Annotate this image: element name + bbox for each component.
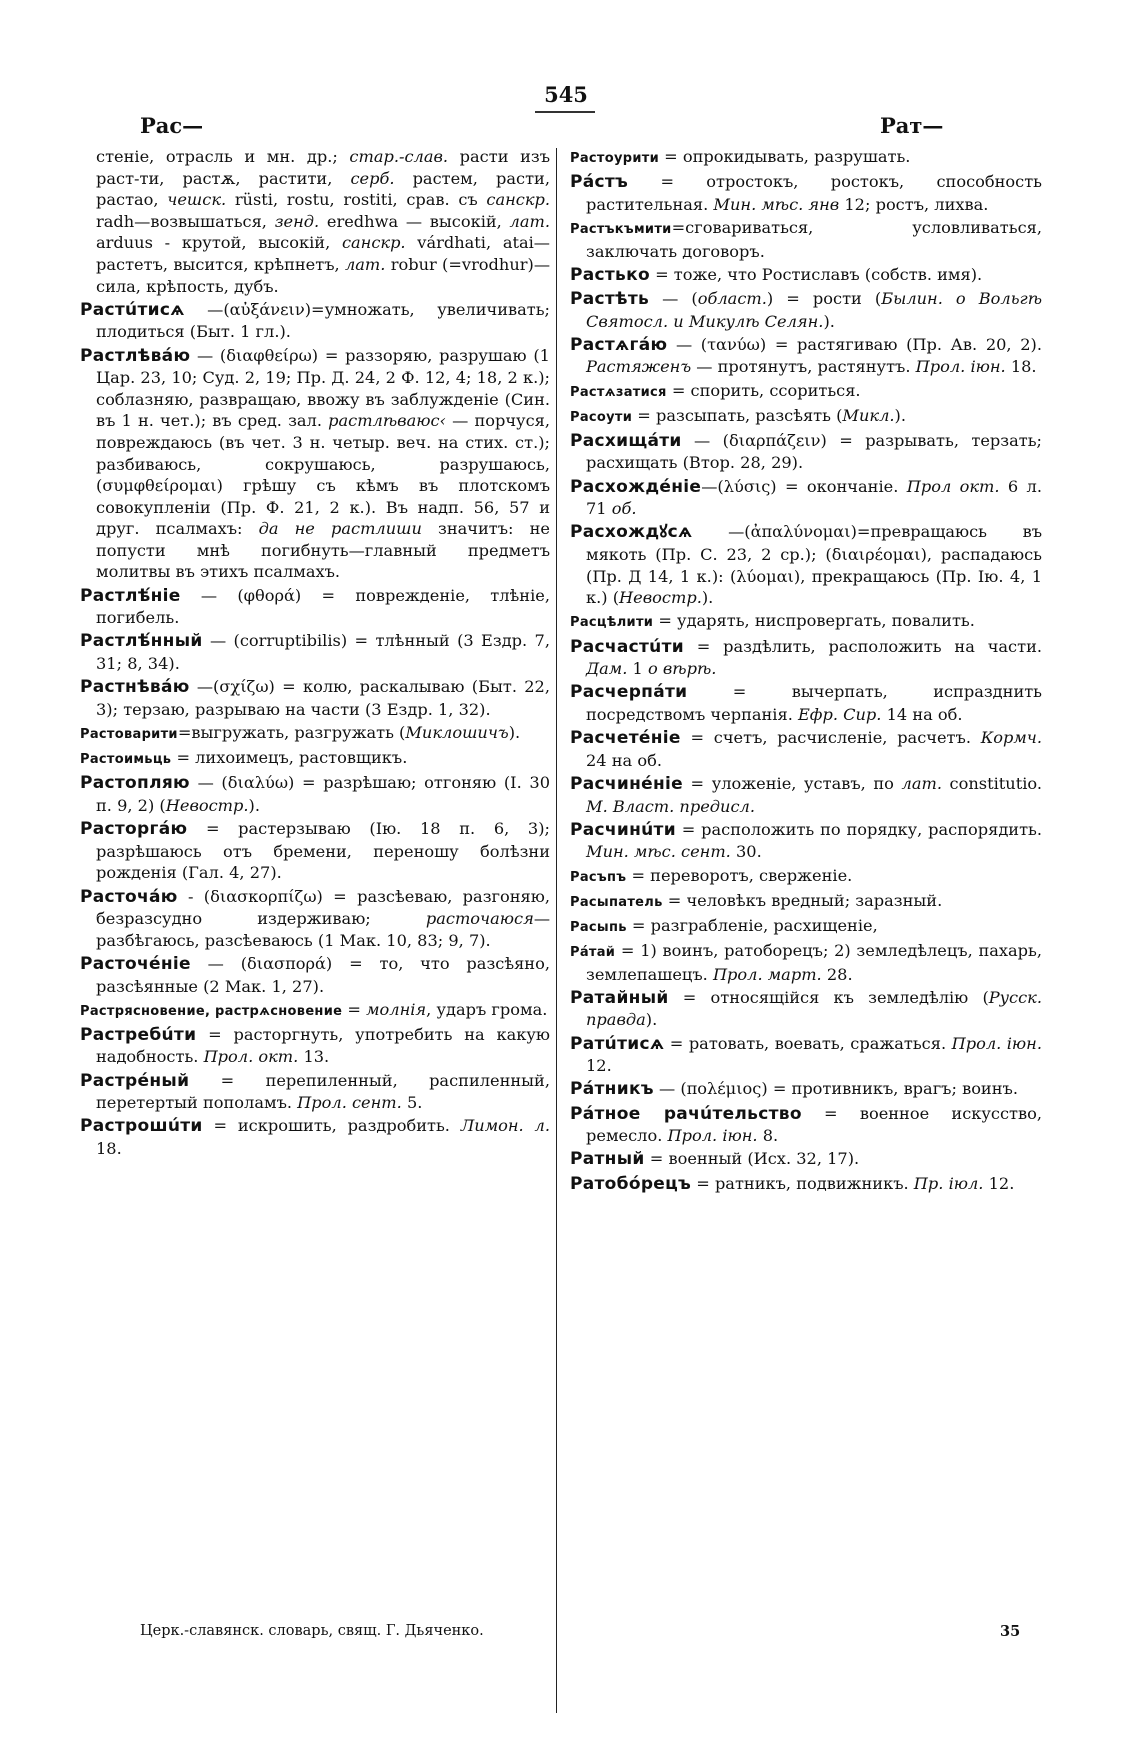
headword: Рáтное рачúтельство bbox=[570, 1103, 802, 1124]
italic-reference: растлѣваюс‹ bbox=[328, 411, 447, 431]
dictionary-entry bbox=[80, 630, 550, 674]
italic-reference: серб. bbox=[350, 168, 395, 188]
dictionary-entry bbox=[80, 747, 550, 771]
definition-text: arduus - крутой, высокiй, bbox=[96, 233, 342, 253]
definition-text: = ратникъ, подвижникъ. bbox=[691, 1173, 914, 1193]
dictionary-entry bbox=[80, 676, 550, 720]
headword: Рáтникъ bbox=[570, 1079, 654, 1100]
headword: Расоути bbox=[570, 409, 633, 425]
headword: Расхищáти bbox=[570, 430, 682, 451]
dictionary-entry bbox=[570, 915, 1042, 939]
italic-reference: лат. bbox=[344, 254, 386, 274]
italic-reference: Лимон. л. bbox=[460, 1116, 551, 1136]
definition-text: ). bbox=[248, 795, 261, 815]
dictionary-entry bbox=[570, 890, 1042, 914]
dictionary-entry bbox=[570, 610, 1042, 634]
definition-text: = расположить по порядку, распорядить. bbox=[675, 819, 1042, 839]
italic-reference: Мин. мѣс. янв bbox=[713, 194, 840, 214]
definition-text: ). bbox=[645, 1010, 658, 1030]
dictionary-entry bbox=[80, 585, 550, 629]
italic-reference: чешск. bbox=[167, 190, 227, 210]
definition-text: 24 на об. bbox=[586, 750, 662, 770]
headword: Расчинéнiе bbox=[570, 773, 683, 794]
dictionary-entry bbox=[80, 1024, 550, 1068]
headword: Растѧзатися bbox=[570, 384, 667, 400]
italic-reference: о вѣрѣ. bbox=[647, 659, 717, 679]
headword: Растопляю bbox=[80, 773, 190, 794]
definition-text: =сговариваться, условливаться, заключать договоръ. bbox=[586, 217, 1042, 261]
definition-text: ). bbox=[508, 723, 521, 742]
italic-reference: Микл. bbox=[842, 405, 895, 425]
italic-reference: стар.-слав. bbox=[349, 147, 449, 166]
definition-text: constitutio. bbox=[941, 773, 1043, 793]
running-head-left: Рас— bbox=[140, 113, 204, 138]
definition-text: = уложенiе, уставъ, по bbox=[682, 773, 902, 793]
definition-text: — (διασπορά) = то, что разсѣяно, разсѣянные (2 Мак. 1, 27). bbox=[96, 953, 550, 996]
definition-text: 30. bbox=[730, 842, 762, 862]
italic-reference: Невостр. bbox=[619, 588, 702, 608]
dictionary-entry bbox=[80, 999, 550, 1023]
footer-imprint: Церк.-славянск. словарь, свящ. Г. Дьяченко. bbox=[140, 1623, 484, 1639]
definition-text: =выгружать, разгружать ( bbox=[177, 723, 406, 742]
headword: Ратúтисѧ bbox=[570, 1033, 665, 1054]
italic-reference: Мин. мѣс. сент. bbox=[586, 842, 731, 862]
headword: Расъпъ bbox=[570, 869, 627, 885]
dictionary-entry bbox=[570, 1148, 1042, 1171]
definition-text: - (διασκορπίζω) = разсѣеваю, разгоняю, безразсудно издерживаю; bbox=[96, 886, 550, 929]
headword: Растѧгáю bbox=[570, 334, 668, 355]
headword: Рáстъ bbox=[570, 172, 629, 193]
dictionary-entry bbox=[570, 865, 1042, 889]
italic-reference: Невостр. bbox=[165, 795, 249, 815]
dictionary-entry bbox=[570, 727, 1042, 771]
italic-reference: Пр. iюл. bbox=[913, 1173, 984, 1193]
definition-text: = разсыпать, разсѣять ( bbox=[632, 405, 843, 425]
definition-text: ). bbox=[823, 311, 835, 331]
italic-reference: Прол. сент. bbox=[297, 1093, 402, 1113]
dictionary-entry bbox=[570, 521, 1042, 608]
definition-text: radh—возвышаться, bbox=[96, 211, 275, 231]
running-head-right: Рат— bbox=[880, 113, 944, 138]
definition-text: 1 bbox=[627, 659, 648, 679]
definition-text: — порчуся, повреждаюсь (въ чет. 3 н. четыр. веч. на стих. ст.); разбиваюсь, сокрушаюсь, разрушаюсь, (συμφθείρομαι) грѣшу съ кѣмъ въ плотскомъ совокупленiи (Пр. Ф. 21, 2 к.). Въ надп. 56, 57 и друг. псалмахъ: bbox=[96, 411, 550, 539]
headword: Расхождꙋсѧ bbox=[570, 522, 693, 543]
definition-text: — (πολέμιος) = противникъ, врагъ; воинъ. bbox=[653, 1079, 1018, 1099]
definition-text: 13. bbox=[298, 1047, 330, 1067]
definition-text: = искрошить, раздробить. bbox=[202, 1116, 461, 1136]
headword: Растребúти bbox=[80, 1024, 197, 1045]
definition-text: расти изъ раст-ти, растѫ, растити, bbox=[96, 147, 551, 188]
definition-text: = опрокидывать, разрушать. bbox=[659, 147, 911, 166]
dictionary-entry bbox=[80, 953, 550, 997]
dictionary-entry bbox=[570, 476, 1042, 520]
headword: Расцѣлити bbox=[570, 615, 654, 631]
italic-reference: санскр. bbox=[341, 233, 406, 253]
definition-text: 18. bbox=[1005, 357, 1037, 377]
definition-text: стенiе, отрасль и мн. др.; bbox=[96, 147, 350, 166]
definition-text: ). bbox=[701, 588, 714, 608]
definition-text: 12. bbox=[586, 1056, 612, 1076]
definition-text: — (φθορά) = поврежденiе, тлѣнiе, погибель. bbox=[96, 585, 550, 628]
definition-text: ). bbox=[894, 405, 907, 425]
dictionary-entry bbox=[80, 146, 550, 297]
headword: Растúтисѧ bbox=[80, 299, 185, 320]
definition-text: — ( bbox=[649, 288, 698, 308]
italic-reference: Былин. о Вольгѣ Святосл. и Микулѣ Селян. bbox=[586, 288, 1042, 331]
headword: Растоварити bbox=[80, 727, 178, 742]
dictionary-entry bbox=[570, 288, 1042, 332]
definition-text: — (τανύω) = растягиваю (Пр. Ав. 20, 2). bbox=[667, 334, 1042, 354]
definition-text: 18. bbox=[96, 1139, 122, 1159]
italic-reference: Миклошичъ bbox=[405, 723, 509, 742]
page-number: 545 bbox=[544, 82, 588, 107]
definition-text: —(ἀπαλύνομαι)=превращаюсь въ мякоть (Пр. С. 23, 2 ср.); (διαιρέομαι), распадаюсь (Пр. Д 14, 1 к.): (λύομαι), прекращаюсь (Пр. Iю. 4, 1 к.) ( bbox=[586, 522, 1042, 608]
definition-text: — (διαλύω) = разрѣшаю; отгоняю (I. 30 п. 9, 2) ( bbox=[96, 773, 550, 815]
dictionary-entry bbox=[570, 380, 1042, 404]
italic-reference: Прол. iюн. bbox=[951, 1033, 1042, 1053]
dictionary-entry bbox=[80, 1070, 550, 1114]
headword: Расточа́ю bbox=[80, 886, 178, 907]
headword: Расточéнiе bbox=[80, 953, 191, 974]
italic-reference: Русск. правда bbox=[586, 987, 1042, 1030]
italic-reference: Ефр. Сир. bbox=[797, 704, 882, 724]
headword: Ратобóрецъ bbox=[570, 1173, 692, 1194]
dictionary-entry bbox=[570, 636, 1042, 680]
dictionary-entry bbox=[570, 171, 1042, 215]
headword: Растрéный bbox=[80, 1070, 190, 1091]
definition-text: 12; ростъ, лихва. bbox=[839, 194, 989, 214]
headword: Ратный bbox=[570, 1149, 645, 1170]
definition-text: значитъ: не попусти мнѣ погибнуть—главный предметъ молитвы въ этихъ псалмахъ. bbox=[96, 519, 550, 582]
headword: Рáтай bbox=[570, 945, 616, 961]
headword: Расчинúти bbox=[570, 819, 676, 840]
dictionary-entry bbox=[570, 217, 1042, 262]
definition-text: растем, расти, растао, bbox=[96, 168, 550, 210]
headword: Растрошúти bbox=[80, 1116, 203, 1137]
definition-text: —(αὐξάνειν)=умножать, увеличивать; плодиться (Быт. 1 гл.). bbox=[96, 299, 550, 342]
definition-text: 12. bbox=[983, 1173, 1015, 1193]
headword: Растъкъмити bbox=[570, 221, 672, 237]
dictionary-entry bbox=[570, 1173, 1042, 1196]
italic-reference: Прол окт. bbox=[906, 476, 1000, 496]
italic-reference: лат. bbox=[509, 211, 550, 231]
italic-reference: Растяженъ bbox=[586, 357, 692, 377]
definition-text: = спорить, ссориться. bbox=[666, 380, 861, 400]
headword: Растоpгáю bbox=[80, 819, 188, 840]
page-number-rule bbox=[535, 111, 595, 113]
dictionary-entry bbox=[80, 299, 550, 343]
dictionary-entry bbox=[570, 940, 1042, 985]
dictionary-entry bbox=[570, 405, 1042, 429]
headword: Растоимьць bbox=[80, 752, 172, 768]
signature-mark: 35 bbox=[1000, 1623, 1021, 1640]
definition-text: — (διαφθείρω) = раззоряю, разрушаю (1 Цар. 23, 10; Суд. 2, 19; Пр. Д. 24, 2 Ф. 12, 4; 18, 2 к.); соблазняю, развращаю, ввожу въ заблужденiе (Син. въ 1 н. чет.); въ сред. зал. bbox=[96, 345, 550, 431]
italic-reference: да не растлиши bbox=[258, 519, 422, 539]
headword: Растоурити bbox=[570, 151, 660, 166]
definition-text: 8. bbox=[757, 1126, 779, 1146]
italic-reference: лат. bbox=[901, 773, 942, 793]
definition-text: = растерзываю (Iю. 18 п. 6, 3); разрѣшаюсь отъ бремени, переношу болѣзни рожденiя (Гал. 4, 27). bbox=[96, 819, 550, 883]
definition-text: = 1) воинъ, ратоборецъ; 2) земледѣлецъ, пахарь, землепашецъ. bbox=[586, 941, 1042, 984]
definition-text: 5. bbox=[401, 1093, 423, 1113]
headword: Растько bbox=[570, 264, 650, 285]
dictionary-entry bbox=[80, 1115, 550, 1159]
italic-reference: зенд. bbox=[274, 211, 320, 231]
headword: Растнѣвáю bbox=[80, 677, 190, 698]
headword: Растлѣ́нiе bbox=[80, 585, 181, 606]
dictionary-entry bbox=[570, 773, 1042, 817]
definition-text: = относящiйся къ земледѣлiю ( bbox=[668, 987, 989, 1007]
definition-text: 28. bbox=[821, 964, 853, 984]
italic-reference: М. Власт. предисл. bbox=[586, 796, 755, 816]
dictionary-entry bbox=[570, 819, 1042, 863]
headword: Расчерпáти bbox=[570, 682, 688, 703]
definition-text: = перепиленный, распиленный, перетертый пополамъ. bbox=[96, 1070, 550, 1113]
definition-text: = разграбленiе, расхищенiе, bbox=[626, 915, 878, 935]
definition-text: = счетъ, расчисленiе, расчетъ. bbox=[680, 728, 981, 748]
dictionary-entry bbox=[80, 772, 550, 816]
italic-reference: Прол. март. bbox=[712, 964, 822, 984]
definition-text: = человѣкъ вредный; заразный. bbox=[662, 890, 943, 910]
definition-text: = раздѣлить, расположить на части. bbox=[683, 636, 1042, 656]
definition-text: — (διαρπάζειν) = разрывать, терзать; расхищать (Втор. 28, 29). bbox=[586, 430, 1042, 473]
dictionary-entry bbox=[570, 1033, 1042, 1077]
italic-reference: расточаюся bbox=[425, 909, 534, 929]
column-divider bbox=[556, 148, 557, 1713]
headword: Расыпатель bbox=[570, 894, 663, 910]
dictionary-entry bbox=[570, 1103, 1042, 1147]
headword: Расчастúти bbox=[570, 636, 684, 657]
italic-reference: област. bbox=[697, 288, 767, 308]
italic-reference: Прол. iюн. bbox=[915, 357, 1006, 377]
definition-text: = лихоимецъ, растовщикъ. bbox=[171, 748, 408, 768]
definition-text: —(σχίζω) = колю, раскалываю (Быт. 22, 3); терзаю, разрываю на части (3 Ездр. 1, 32). bbox=[96, 677, 550, 719]
headword: Растрясновение, растрѧсновение bbox=[80, 1003, 343, 1019]
definition-text: = отростокъ, ростокъ, способность растительная. bbox=[586, 172, 1042, 214]
headword: Растлѣвáю bbox=[80, 345, 191, 366]
definition-text: — (corruptibilis) = тлѣнный (3 Ездр. 7, 31; 8, 34). bbox=[96, 631, 550, 674]
italic-reference: Прол. окт. bbox=[203, 1047, 299, 1067]
definition-text: várdhati, atai—растетъ, высится, крѣпнетъ, bbox=[96, 233, 550, 274]
italic-reference: Кормч. bbox=[980, 728, 1042, 748]
definition-text: = военный (Исх. 32, 17). bbox=[644, 1149, 860, 1169]
definition-text: ) = рости ( bbox=[766, 288, 882, 308]
headword: Растлѣ́нный bbox=[80, 631, 203, 652]
italic-reference: Дам. bbox=[586, 659, 628, 679]
definition-text: rüsti, rostu, rostiti, срав. съ bbox=[226, 190, 487, 210]
headword: Расчетéнiе bbox=[570, 728, 681, 749]
headword: Расхождéнiе bbox=[570, 476, 702, 497]
dictionary-entry bbox=[570, 681, 1042, 725]
dictionary-entry bbox=[570, 430, 1042, 474]
definition-text: = вычерпать, испразднить посредствомъ черпанiя. bbox=[586, 682, 1042, 724]
definition-text: = военное искусство, ремесло. bbox=[586, 1103, 1042, 1146]
definition-text: , ударъ грома. bbox=[426, 999, 548, 1019]
definition-text: = переворотъ, сверженiе. bbox=[626, 865, 853, 885]
definition-text: — протянутъ, растянутъ. bbox=[691, 357, 916, 377]
dictionary-entry bbox=[570, 146, 1042, 170]
headword: Растѣть bbox=[570, 288, 650, 309]
definition-text: 6 л. 71 bbox=[586, 476, 1042, 519]
dictionary-entry bbox=[570, 987, 1042, 1031]
definition-text: 14 на об. bbox=[881, 704, 963, 724]
definition-text: = ратовать, воевать, сражаться. bbox=[664, 1033, 952, 1053]
definition-text: = ударять, ниспровергать, повалить. bbox=[653, 611, 975, 631]
left-column bbox=[80, 146, 550, 1161]
definition-text: = bbox=[342, 999, 367, 1019]
headword: Ратайный bbox=[570, 987, 669, 1008]
dictionary-entry bbox=[80, 818, 550, 884]
italic-reference: санскр. bbox=[486, 190, 550, 210]
dictionary-entry bbox=[80, 345, 550, 584]
definition-text: —разбѣгаюсь, разсѣеваюсь (1 Мак. 10, 83; 9, 7). bbox=[96, 909, 550, 950]
definition-text: eredhwa — высокiй, bbox=[319, 211, 510, 231]
italic-reference: Прол. iюн. bbox=[667, 1126, 758, 1146]
dictionary-entry bbox=[570, 264, 1042, 287]
definition-text: = тоже, что Ростиславъ (собств. имя). bbox=[649, 264, 983, 284]
dictionary-entry bbox=[570, 1078, 1042, 1101]
right-column bbox=[570, 146, 1042, 1197]
italic-reference: молнiя bbox=[366, 999, 427, 1019]
dictionary-entry bbox=[80, 722, 550, 746]
definition-text: —(λύσις) = окончанiе. bbox=[701, 476, 907, 496]
headword: Расыпь bbox=[570, 919, 627, 935]
dictionary-entry bbox=[80, 886, 550, 952]
dictionary-entry bbox=[570, 334, 1042, 378]
italic-reference: об. bbox=[611, 499, 637, 519]
definition-text: robur (=vrodhur)—сила, крѣпость, дубъ. bbox=[96, 254, 551, 296]
definition-text: = расторгнуть, употребить на какую надобность. bbox=[96, 1024, 550, 1067]
